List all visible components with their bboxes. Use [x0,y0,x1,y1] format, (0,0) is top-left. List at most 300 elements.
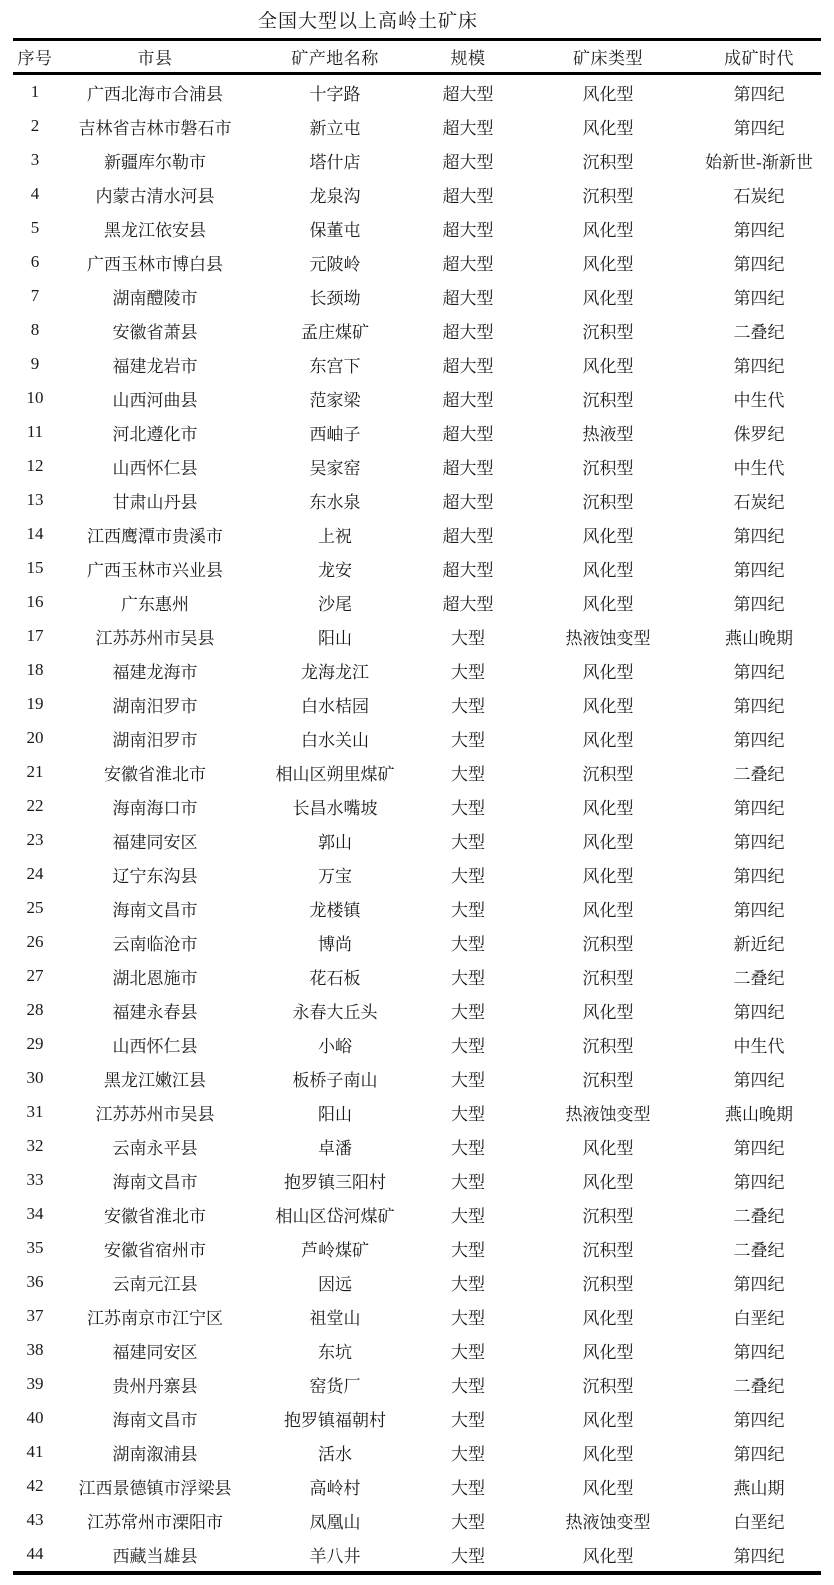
cell-deposit-name: 卓潘 [318,1138,352,1158]
cell-deposit-name: 白水桔园 [301,696,369,716]
cell-no: 38 [26,1340,44,1359]
cell-no: 8 [30,320,40,339]
cell-metallogenic-era: 石炭纪 [733,492,785,512]
cell-no: 21 [26,762,44,781]
cell-deposit-type: 风化型 [582,84,634,104]
cell-deposit-name: 上祝 [318,526,352,546]
cell-deposit-type: 风化型 [582,662,634,682]
cell-no: 17 [26,626,44,645]
table-row [13,1435,821,1469]
cell-deposit-type: 沉积型 [582,1240,634,1260]
cell-metallogenic-era: 二叠纪 [733,764,785,784]
cell-no: 30 [26,1068,44,1087]
cell-deposit-type: 风化型 [582,1172,634,1192]
cell-deposit-name: 高岭村 [309,1478,361,1498]
cell-metallogenic-era: 第四纪 [733,356,785,376]
cell-no: 29 [26,1034,44,1053]
cell-deposit-name: 西岫子 [309,424,361,444]
cell-deposit-type: 风化型 [582,356,634,376]
table-row [13,1027,821,1061]
cell-deposit-name: 祖堂山 [309,1308,361,1328]
cell-deposit-type: 沉积型 [582,322,634,342]
cell-deposit-name: 新立屯 [309,118,361,138]
cell-metallogenic-era: 燕山晚期 [725,1104,793,1124]
cell-deposit-name: 龙安 [318,560,352,580]
cell-metallogenic-era: 第四纪 [733,1546,785,1566]
cell-no: 23 [26,830,44,849]
table-row [13,721,821,755]
cell-deposit-name: 博尚 [318,934,352,954]
cell-deposit-name: 相山区朔里煤矿 [275,764,395,784]
cell-city-county: 安徽省淮北市 [104,1206,206,1226]
cell-deposit-type: 风化型 [582,1410,634,1430]
cell-deposit-name: 东宫下 [309,356,361,376]
cell-deposit-type: 沉积型 [582,186,634,206]
cell-deposit-name: 抱罗镇福朝村 [284,1410,386,1430]
cell-no: 19 [26,694,44,713]
cell-city-county: 山西怀仁县 [112,458,198,478]
cell-no: 1 [30,82,40,101]
table-row [13,109,821,143]
cell-scale: 大型 [451,798,485,818]
cell-no: 41 [26,1442,44,1461]
cell-deposit-type: 沉积型 [582,458,634,478]
cell-metallogenic-era: 第四纪 [733,866,785,886]
cell-metallogenic-era: 始新世-渐新世 [705,152,813,172]
cell-city-county: 内蒙古清水河县 [95,186,215,206]
cell-city-county: 湖南汨罗市 [112,696,198,716]
table-row [13,857,821,891]
column-header-city-county: 市县 [137,49,173,68]
cell-no: 18 [26,660,44,679]
table-row [13,1061,821,1095]
cell-metallogenic-era: 第四纪 [733,560,785,580]
cell-deposit-type: 风化型 [582,730,634,750]
cell-scale: 大型 [451,1002,485,1022]
cell-scale: 超大型 [442,186,494,206]
cell-metallogenic-era: 第四纪 [733,254,785,274]
cell-city-county: 福建同安区 [112,832,198,852]
cell-metallogenic-era: 白垩纪 [733,1512,785,1532]
cell-city-county: 云南临沧市 [112,934,198,954]
cell-deposit-type: 风化型 [582,866,634,886]
cell-city-county: 广西玉林市博白县 [87,254,223,274]
cell-metallogenic-era: 第四纪 [733,662,785,682]
cell-deposit-type: 热液蚀变型 [565,628,651,648]
cell-city-county: 江苏苏州市吴县 [95,628,215,648]
table-row [13,1095,821,1129]
cell-city-county: 辽宁东沟县 [112,866,198,886]
cell-deposit-type: 沉积型 [582,764,634,784]
cell-metallogenic-era: 第四纪 [733,832,785,852]
cell-deposit-type: 沉积型 [582,1070,634,1090]
table-row [13,449,821,483]
cell-no: 14 [26,524,44,543]
table-row [13,551,821,585]
cell-scale: 大型 [451,1410,485,1430]
cell-deposit-type: 风化型 [582,118,634,138]
cell-deposit-name: 小峪 [318,1036,352,1056]
cell-city-county: 黑龙江嫩江县 [104,1070,206,1090]
cell-metallogenic-era: 第四纪 [733,1444,785,1464]
cell-metallogenic-era: 第四纪 [733,594,785,614]
cell-deposit-type: 风化型 [582,1478,634,1498]
cell-deposit-type: 热液蚀变型 [565,1512,651,1532]
cell-city-county: 广东惠州 [121,594,189,614]
cell-deposit-name: 芦岭煤矿 [301,1240,369,1260]
cell-deposit-name: 凤凰山 [309,1512,361,1532]
cell-deposit-name: 抱罗镇三阳村 [284,1172,386,1192]
cell-city-county: 甘肃山丹县 [112,492,198,512]
table-row [13,143,821,177]
cell-no: 22 [26,796,44,815]
cell-no: 24 [26,864,44,883]
cell-no: 36 [26,1272,44,1291]
cell-no: 39 [26,1374,44,1393]
cell-no: 20 [26,728,44,747]
column-header-deposit-type: 矿床类型 [573,49,643,68]
cell-no: 11 [26,422,44,441]
cell-metallogenic-era: 第四纪 [733,1274,785,1294]
cell-deposit-type: 热液型 [582,424,634,444]
cell-scale: 超大型 [442,424,494,444]
cell-no: 2 [30,116,40,135]
column-header-metallogenic-era: 成矿时代 [724,49,794,68]
table-row [13,789,821,823]
cell-scale: 超大型 [442,356,494,376]
cell-no: 31 [26,1102,44,1121]
cell-metallogenic-era: 第四纪 [733,900,785,920]
cell-no: 15 [26,558,44,577]
cell-deposit-type: 风化型 [582,696,634,716]
cell-no: 33 [26,1170,44,1189]
table-row [13,687,821,721]
cell-city-county: 安徽省萧县 [112,322,198,342]
cell-city-county: 湖北恩施市 [112,968,198,988]
table-row [13,1265,821,1299]
cell-metallogenic-era: 第四纪 [733,526,785,546]
cell-scale: 超大型 [442,322,494,342]
cell-scale: 大型 [451,934,485,954]
cell-city-county: 黑龙江依安县 [104,220,206,240]
cell-scale: 大型 [451,832,485,852]
cell-deposit-name: 龙泉沟 [309,186,361,206]
cell-city-county: 河北遵化市 [112,424,198,444]
cell-deposit-name: 万宝 [318,866,352,886]
cell-city-county: 新疆库尔勒市 [104,152,206,172]
cell-scale: 大型 [451,1104,485,1124]
cell-no: 7 [30,286,40,305]
cell-city-county: 广西玉林市兴业县 [87,560,223,580]
page-title: 全国大型以上高岭土矿床 [257,10,478,32]
cell-city-county: 江苏常州市溧阳市 [87,1512,223,1532]
cell-deposit-type: 风化型 [582,1342,634,1362]
cell-city-county: 安徽省宿州市 [104,1240,206,1260]
cell-deposit-type: 沉积型 [582,152,634,172]
cell-no: 37 [26,1306,44,1325]
cell-deposit-type: 风化型 [582,1308,634,1328]
table-row [13,1129,821,1163]
cell-deposit-type: 风化型 [582,1138,634,1158]
table-row [13,177,821,211]
cell-metallogenic-era: 第四纪 [733,288,785,308]
cell-deposit-name: 十字路 [309,84,361,104]
cell-city-county: 福建龙岩市 [112,356,198,376]
cell-scale: 大型 [451,1376,485,1396]
table-row [13,279,821,313]
cell-deposit-type: 风化型 [582,1444,634,1464]
cell-city-county: 福建龙海市 [112,662,198,682]
table-row [13,74,821,110]
cell-metallogenic-era: 第四纪 [733,84,785,104]
cell-no: 27 [26,966,44,985]
table-row [13,1333,821,1367]
cell-deposit-name: 阳山 [318,628,352,648]
cell-no: 9 [30,354,40,373]
cell-city-county: 广西北海市合浦县 [87,84,223,104]
cell-scale: 大型 [451,1512,485,1532]
cell-deposit-name: 窑货厂 [309,1376,361,1396]
table-row [13,619,821,653]
cell-city-county: 吉林省吉林市磐石市 [78,118,232,138]
table-row [13,1163,821,1197]
cell-metallogenic-era: 燕山晚期 [725,628,793,648]
cell-city-county: 云南永平县 [112,1138,198,1158]
table-row [13,1503,821,1537]
cell-city-county: 江苏苏州市吴县 [95,1104,215,1124]
cell-deposit-name: 范家梁 [309,390,361,410]
cell-deposit-name: 长颈坳 [309,288,361,308]
cell-city-county: 西藏当雄县 [112,1546,198,1566]
cell-scale: 大型 [451,900,485,920]
cell-deposit-type: 风化型 [582,560,634,580]
cell-city-county: 安徽省淮北市 [104,764,206,784]
cell-scale: 超大型 [442,254,494,274]
cell-metallogenic-era: 燕山期 [733,1478,785,1498]
cell-scale: 大型 [451,1546,485,1566]
cell-scale: 超大型 [442,458,494,478]
table-row [13,415,821,449]
cell-metallogenic-era: 新近纪 [733,934,785,954]
table-row [13,313,821,347]
cell-no: 25 [26,898,44,917]
header-row [13,40,821,74]
cell-no: 43 [26,1510,44,1529]
cell-deposit-type: 沉积型 [582,1274,634,1294]
cell-metallogenic-era: 二叠纪 [733,1240,785,1260]
cell-scale: 大型 [451,1172,485,1192]
table-row [13,245,821,279]
cell-deposit-type: 风化型 [582,1546,634,1566]
cell-scale: 大型 [451,730,485,750]
cell-no: 35 [26,1238,44,1257]
table-header [13,40,821,74]
cell-city-county: 湖南汨罗市 [112,730,198,750]
cell-scale: 超大型 [442,220,494,240]
cell-deposit-name: 郭山 [318,832,352,852]
cell-deposit-type: 风化型 [582,594,634,614]
cell-scale: 大型 [451,866,485,886]
cell-deposit-type: 沉积型 [582,968,634,988]
cell-city-county: 湖南溆浦县 [112,1444,198,1464]
cell-scale: 大型 [451,1478,485,1498]
table-body [13,74,821,1574]
cell-city-county: 海南文昌市 [112,1172,198,1192]
cell-metallogenic-era: 第四纪 [733,696,785,716]
cell-no: 3 [30,150,40,169]
cell-city-county: 江西鹰潭市贵溪市 [87,526,223,546]
cell-deposit-name: 沙尾 [318,594,352,614]
cell-deposit-type: 沉积型 [582,1206,634,1226]
cell-city-county: 福建同安区 [112,1342,198,1362]
cell-deposit-name: 塔什店 [309,152,361,172]
cell-city-county: 福建永春县 [112,1002,198,1022]
cell-metallogenic-era: 第四纪 [733,1070,785,1090]
table-row [13,1231,821,1265]
cell-metallogenic-era: 二叠纪 [733,1206,785,1226]
cell-city-county: 山西怀仁县 [112,1036,198,1056]
cell-no: 42 [26,1476,44,1495]
table-row [13,959,821,993]
cell-scale: 超大型 [442,560,494,580]
cell-metallogenic-era: 白垩纪 [733,1308,785,1328]
table-row [13,925,821,959]
cell-deposit-name: 花石板 [309,968,361,988]
cell-deposit-name: 永春大丘头 [292,1002,378,1022]
cell-scale: 大型 [451,628,485,648]
cell-metallogenic-era: 二叠纪 [733,968,785,988]
cell-no: 28 [26,1000,44,1019]
table-row [13,585,821,619]
table-row [13,1197,821,1231]
cell-metallogenic-era: 中生代 [733,458,785,478]
cell-no: 26 [26,932,44,951]
cell-scale: 大型 [451,968,485,988]
cell-no: 32 [26,1136,44,1155]
cell-scale: 超大型 [442,288,494,308]
table-row [13,1537,821,1573]
cell-metallogenic-era: 侏罗纪 [733,424,785,444]
cell-no: 10 [26,388,44,407]
cell-scale: 超大型 [442,390,494,410]
cell-scale: 大型 [451,1444,485,1464]
cell-deposit-type: 风化型 [582,254,634,274]
cell-scale: 大型 [451,1206,485,1226]
cell-no: 6 [30,252,40,271]
cell-deposit-name: 东水泉 [309,492,361,512]
column-header-no: 序号 [17,49,53,68]
cell-deposit-name: 白水关山 [301,730,369,750]
cell-deposit-type: 风化型 [582,900,634,920]
cell-no: 5 [30,218,40,237]
cell-no: 16 [26,592,44,611]
cell-metallogenic-era: 第四纪 [733,118,785,138]
cell-deposit-name: 保董屯 [309,220,361,240]
cell-scale: 大型 [451,764,485,784]
cell-deposit-name: 相山区岱河煤矿 [275,1206,395,1226]
cell-metallogenic-era: 第四纪 [733,220,785,240]
cell-city-county: 山西河曲县 [112,390,198,410]
cell-deposit-type: 风化型 [582,832,634,852]
cell-deposit-type: 热液蚀变型 [565,1104,651,1124]
table-row [13,1367,821,1401]
cell-deposit-type: 沉积型 [582,492,634,512]
cell-deposit-name: 羊八井 [309,1546,361,1566]
cell-scale: 超大型 [442,526,494,546]
cell-deposit-name: 元陂岭 [309,254,361,274]
cell-scale: 大型 [451,662,485,682]
cell-deposit-type: 风化型 [582,1002,634,1022]
table-row [13,483,821,517]
cell-scale: 超大型 [442,84,494,104]
cell-deposit-name: 阳山 [318,1104,352,1124]
cell-metallogenic-era: 第四纪 [733,1002,785,1022]
cell-deposit-type: 风化型 [582,526,634,546]
cell-city-county: 海南文昌市 [112,900,198,920]
cell-no: 34 [26,1204,44,1223]
cell-deposit-name: 吴家窑 [309,458,361,478]
table-row [13,347,821,381]
cell-city-county: 云南元江县 [112,1274,198,1294]
cell-scale: 超大型 [442,492,494,512]
cell-deposit-name: 龙海龙江 [301,662,369,682]
cell-metallogenic-era: 第四纪 [733,798,785,818]
cell-deposit-type: 沉积型 [582,1036,634,1056]
table-row [13,1299,821,1333]
cell-metallogenic-era: 中生代 [733,390,785,410]
cell-city-county: 贵州丹寨县 [112,1376,198,1396]
cell-scale: 大型 [451,1240,485,1260]
table-row [13,891,821,925]
cell-deposit-type: 沉积型 [582,390,634,410]
cell-deposit-type: 沉积型 [582,1376,634,1396]
cell-city-county: 江苏南京市江宁区 [87,1308,223,1328]
cell-scale: 大型 [451,1138,485,1158]
cell-no: 40 [26,1408,44,1427]
column-header-deposit-name: 矿产地名称 [291,49,379,68]
cell-deposit-type: 风化型 [582,798,634,818]
cell-deposit-name: 长昌水嘴坡 [292,798,378,818]
column-header-scale: 规模 [450,49,486,68]
cell-deposit-name: 东坑 [318,1342,352,1362]
table-row [13,993,821,1027]
cell-deposit-name: 板桥子南山 [292,1070,378,1090]
cell-scale: 超大型 [442,152,494,172]
cell-scale: 大型 [451,1274,485,1294]
cell-city-county: 江西景德镇市浮梁县 [78,1478,232,1498]
table-row [13,1469,821,1503]
cell-metallogenic-era: 二叠纪 [733,322,785,342]
table-row [13,653,821,687]
table-row [13,823,821,857]
cell-deposit-name: 因远 [318,1274,352,1294]
cell-metallogenic-era: 第四纪 [733,730,785,750]
cell-scale: 大型 [451,1308,485,1328]
cell-city-county: 湖南醴陵市 [112,288,198,308]
cell-no: 12 [26,456,44,475]
cell-metallogenic-era: 二叠纪 [733,1376,785,1396]
cell-metallogenic-era: 中生代 [733,1036,785,1056]
cell-metallogenic-era: 第四纪 [733,1410,785,1430]
cell-metallogenic-era: 石炭纪 [733,186,785,206]
cell-deposit-type: 沉积型 [582,934,634,954]
cell-deposit-name: 龙楼镇 [309,900,361,920]
table-row [13,517,821,551]
cell-city-county: 海南文昌市 [112,1410,198,1430]
kaolin-deposits-table [13,38,821,1575]
table-row [13,211,821,245]
cell-metallogenic-era: 第四纪 [733,1138,785,1158]
